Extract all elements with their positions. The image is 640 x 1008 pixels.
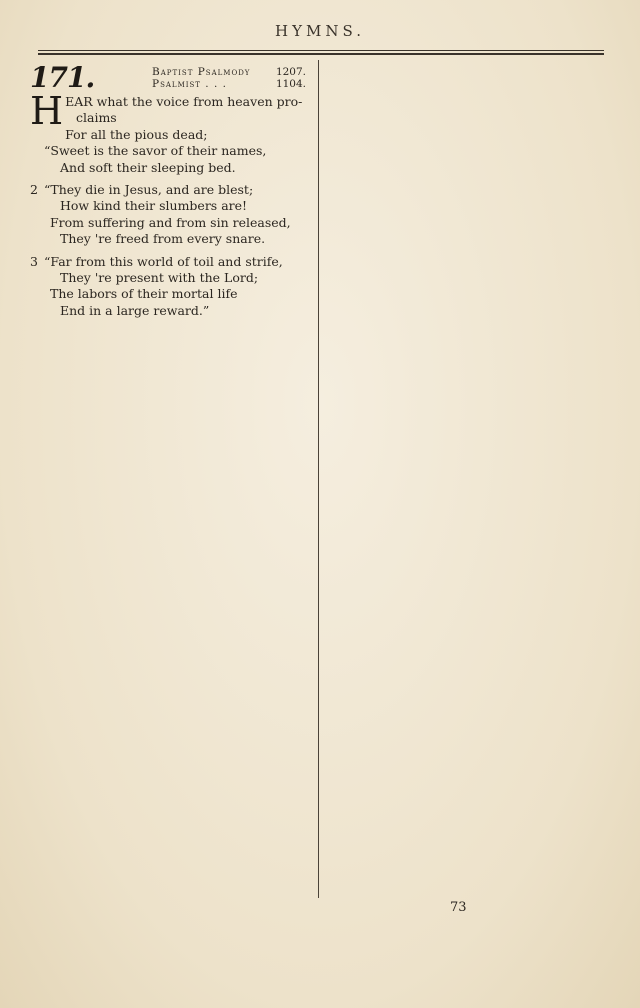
verse-text: “Sweet is the savor of their names, [44,143,267,159]
verse-text: And soft their sleeping bed. [60,159,236,175]
hymn-header [30,62,312,94]
verse-text: For all the pious dead; [65,126,208,142]
verse-line [30,198,312,214]
verse-text: “They die in Jesus, and are blest; [44,182,254,198]
verse-line [30,231,312,247]
header-rule [38,50,604,51]
drop-cap: H [30,89,64,133]
reference-source: Psalmist . . . [152,78,227,90]
stanza-number: 2 [30,182,38,198]
verse-line [30,303,312,319]
verse-text: End in a large reward.” [60,302,210,318]
verse-text: They 're freed from every snare. [60,231,266,247]
reference-number: 1207. [275,66,306,78]
hymn-references [152,66,306,90]
verse-text: From suffering and from sin released, [50,214,291,230]
verse-text: claims [76,110,117,126]
verse-text: The labors of their mortal life [50,286,238,302]
verse-line [30,94,312,110]
reference-number: 1104. [275,78,306,90]
verse-text: “Far from this world of toil and strife, [44,253,283,269]
stanza [30,254,312,320]
verse-text: How kind their slumbers are! [60,198,248,214]
verse-line [30,127,312,143]
verse-line [30,215,312,231]
column-divider [318,60,319,898]
page-header: HYMNS. [275,22,365,40]
verse-line [30,270,312,286]
verse-line [30,182,312,198]
stanza [30,89,312,176]
verse-line [30,143,312,159]
hymn-reference [152,78,306,90]
left-column [30,62,312,325]
hymn-reference [152,66,306,78]
page-number: 73 [450,900,467,915]
hymn-171 [30,62,312,319]
verse-text: EAR what the voice from heaven pro- [65,94,303,109]
stanza [30,182,312,248]
verse-text: They 're present with the Lord; [60,270,259,286]
verse-line [30,110,312,126]
stanza-number: 3 [30,253,38,269]
header-rule-thick [38,53,604,55]
verse-line [30,286,312,302]
verse-line [30,254,312,270]
reference-source: Baptist Psalmody [152,66,251,78]
verse-line [30,160,312,176]
hymn-number: 171. [30,61,95,94]
